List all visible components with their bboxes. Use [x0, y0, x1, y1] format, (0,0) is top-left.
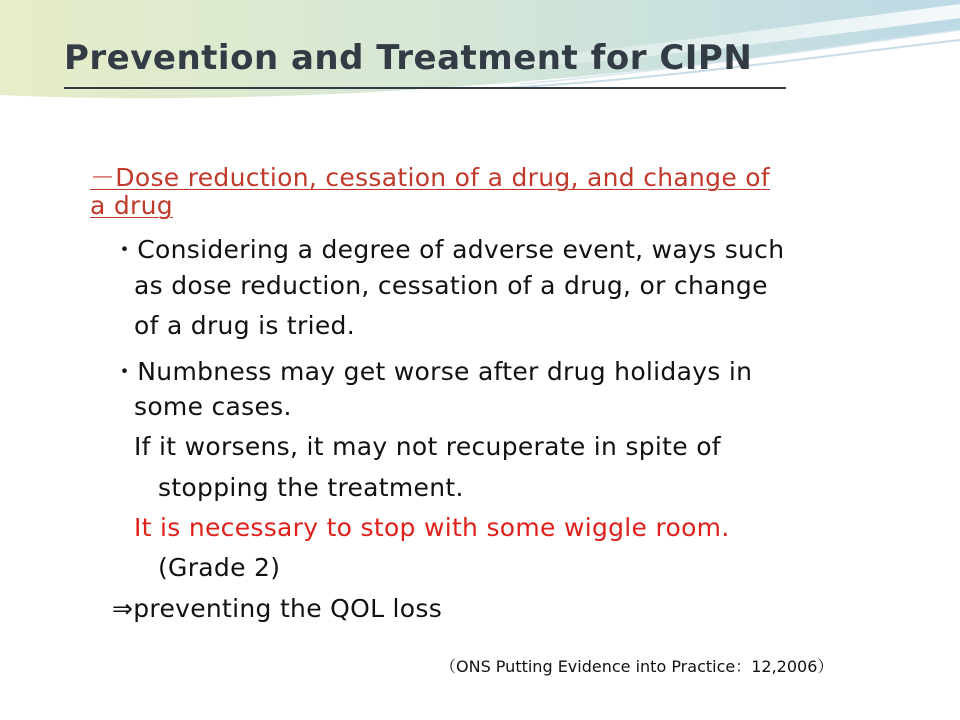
bullet-2-line-3: If it worsens, it may not recuperate in spite of — [134, 432, 721, 461]
bullet-1-line-3: of a drug is tried. — [134, 311, 355, 340]
bullet-2-line-2: some cases. — [134, 392, 292, 421]
bullet-1-line-1: ・Considering a degree of adverse event, ways such — [112, 235, 785, 264]
title-underline — [64, 87, 786, 89]
grade-note: (Grade 2) — [158, 553, 281, 582]
conclusion-line: ⇒preventing the QOL loss — [112, 594, 443, 623]
heading-line-1: －Dose reduction, cessation of a drug, and change of — [90, 163, 770, 192]
citation: （ONS Putting Evidence into Practice：12,2006） — [440, 657, 834, 676]
emphasis-line: It is necessary to stop with some wiggle room. — [134, 513, 730, 542]
bullet-1-line-2: as dose reduction, cessation of a drug, or change — [134, 271, 768, 300]
bullet-2-line-1: ・Numbness may get worse after drug holidays in — [112, 357, 753, 386]
bullet-2-line-4: stopping the treatment. — [158, 473, 464, 502]
heading-line-2: a drug — [90, 191, 173, 220]
slide-title: Prevention and Treatment for CIPN — [64, 38, 753, 78]
